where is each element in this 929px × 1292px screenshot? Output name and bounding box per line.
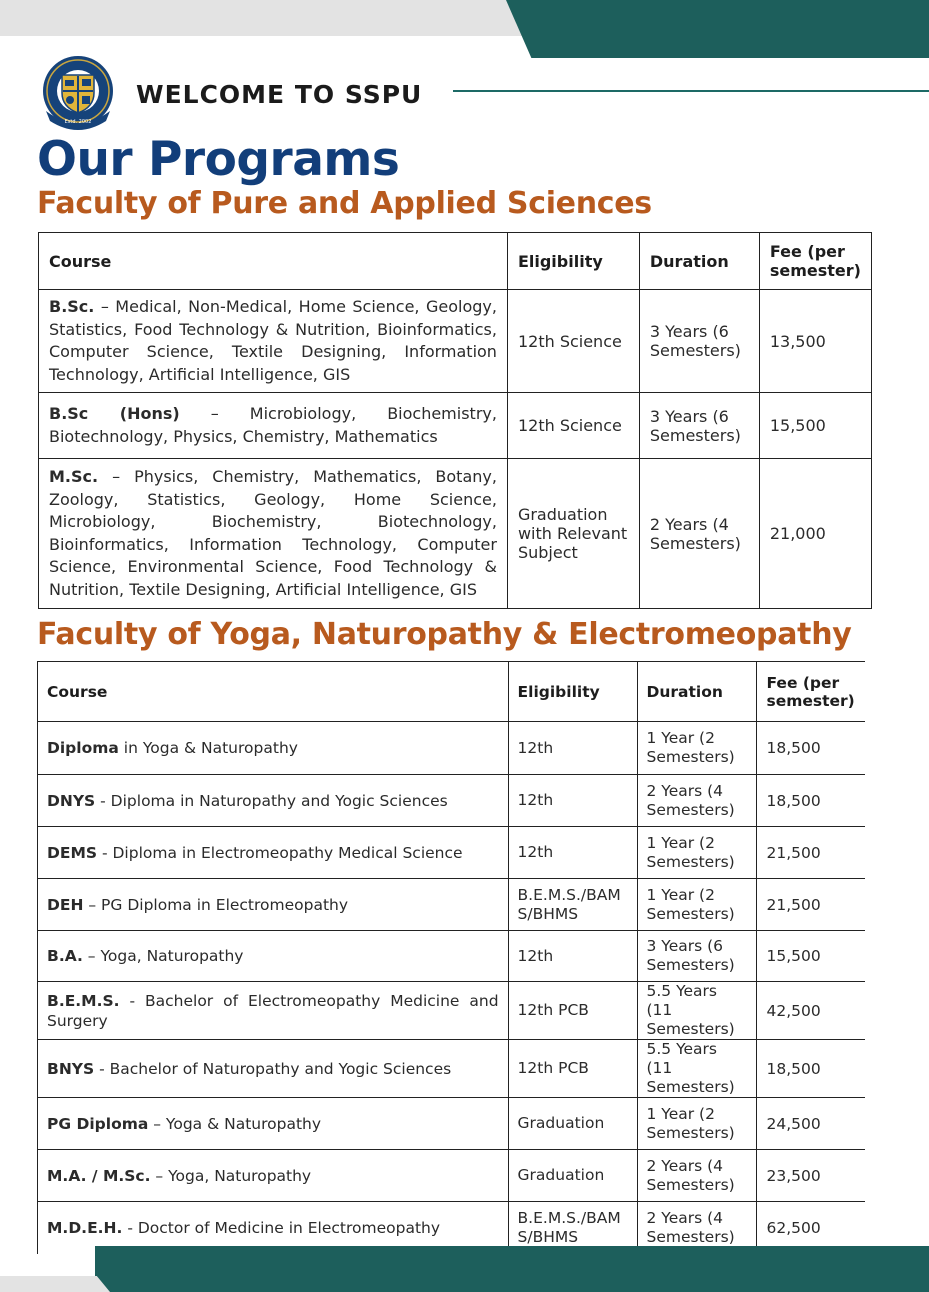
bottom-gray-band xyxy=(0,1276,110,1292)
table-row xyxy=(38,775,866,827)
eligibility-cell: B.E.M.S./BAMS/BHMS xyxy=(508,879,637,931)
sciences-programs-table xyxy=(38,232,872,609)
course-description: – Yoga, Naturopathy xyxy=(82,947,244,965)
course-description: – Yoga, Naturopathy xyxy=(150,1166,312,1185)
duration-cell: 5.5 Years (11 Semesters) xyxy=(637,1040,757,1098)
eligibility-cell: B.E.M.S./BAMS/BHMS xyxy=(508,1202,637,1254)
course-code: M.D.E.H. xyxy=(47,1218,123,1237)
course-code: BNYS xyxy=(47,1059,95,1078)
column-header-duration: Duration xyxy=(637,662,757,722)
duration-cell: 3 Years (6 Semesters) xyxy=(637,931,757,982)
fee-cell: 18,500 xyxy=(757,1040,865,1098)
duration-cell: 2 Years (4 Semesters) xyxy=(639,459,759,609)
eligibility-cell: Graduation xyxy=(508,1098,637,1150)
course-cell xyxy=(38,1098,509,1150)
course-cell xyxy=(39,393,508,459)
course-cell xyxy=(38,722,509,775)
course-description: – Yoga & Naturopathy xyxy=(148,1114,322,1133)
fee-cell: 21,500 xyxy=(757,827,865,879)
table-row xyxy=(38,982,866,1040)
course-cell xyxy=(38,827,509,879)
course-description: in Yoga & Naturopathy xyxy=(118,739,298,757)
course-cell xyxy=(38,775,509,827)
column-header-eligibility: Eligibility xyxy=(508,662,637,722)
page-title: Our Programs xyxy=(37,132,400,187)
eligibility-cell: 12th xyxy=(508,931,637,982)
table-row xyxy=(39,290,872,393)
column-header-duration: Duration xyxy=(639,233,759,290)
fee-cell: 21,500 xyxy=(757,879,865,931)
course-description: - Bachelor of Electromeopathy Medicine and Surgery xyxy=(47,991,499,1030)
fee-cell: 23,500 xyxy=(757,1150,865,1202)
eligibility-cell: 12th Science xyxy=(507,290,639,393)
duration-cell: 5.5 Years (11 Semesters) xyxy=(637,982,757,1040)
duration-cell: 1 Year (2 Semesters) xyxy=(637,722,757,775)
eligibility-cell: 12th xyxy=(508,827,637,879)
yoga-programs-table xyxy=(37,661,865,1254)
fee-cell: 21,000 xyxy=(759,459,871,609)
eligibility-cell: Graduation with Relevant Subject xyxy=(507,459,639,609)
header-divider-line xyxy=(453,90,929,92)
course-cell xyxy=(38,982,509,1040)
eligibility-cell: 12th PCB xyxy=(508,1040,637,1098)
table-row xyxy=(38,722,866,775)
duration-cell: 3 Years (6 Semesters) xyxy=(639,393,759,459)
fee-cell: 18,500 xyxy=(757,775,865,827)
eligibility-cell: 12th Science xyxy=(507,393,639,459)
course-subjects: – Physics, Chemistry, Mathematics, Botany, Zoology, Statistics, Geology, Home Science, Microbiology, Biochemistry, Biotechnology, Bioinformatics, Information Technology, Computer Science, Environmental Science, Food Technology & Nutrition, Textile Designing, Artificial Intelligence, GIS xyxy=(49,467,497,599)
eligibility-cell: 12th xyxy=(508,775,637,827)
course-subjects: – Microbiology, Biochemistry, Biotechnology, Physics, Chemistry, Mathematics xyxy=(49,404,497,446)
course-cell xyxy=(38,1150,509,1202)
course-cell xyxy=(39,459,508,609)
faculty-heading-yoga: Faculty of Yoga, Naturopathy & Electromeopathy xyxy=(37,617,852,652)
duration-cell: 1 Year (2 Semesters) xyxy=(637,827,757,879)
course-code: Diploma xyxy=(47,739,119,757)
course-description: - Doctor of Medicine in Electromeopathy xyxy=(122,1218,441,1237)
course-cell xyxy=(38,1040,509,1098)
course-code: M.Sc. xyxy=(49,467,99,486)
duration-cell: 3 Years (6 Semesters) xyxy=(639,290,759,393)
eligibility-cell: 12th PCB xyxy=(508,982,637,1040)
column-header-eligibility: Eligibility xyxy=(507,233,639,290)
course-subjects: – Medical, Non-Medical, Home Science, Geology, Statistics, Food Technology & Nutrition, Bioinformatics, Computer Science, Textile Designing, Information Technology, Artificial Intelligence, GIS xyxy=(49,297,497,384)
column-header-course: Course xyxy=(38,662,509,722)
welcome-heading: WELCOME TO SSPU xyxy=(136,80,423,109)
eligibility-cell: Graduation xyxy=(508,1150,637,1202)
course-cell xyxy=(38,879,509,931)
course-code: B.Sc. xyxy=(49,297,95,316)
table-row xyxy=(38,1098,866,1150)
fee-cell: 24,500 xyxy=(757,1098,865,1150)
course-code: DEMS xyxy=(47,843,98,862)
course-cell xyxy=(38,931,509,982)
table-row xyxy=(38,1040,866,1098)
top-teal-band xyxy=(506,0,929,58)
course-description: – PG Diploma in Electromeopathy xyxy=(83,895,349,914)
column-header-course: Course xyxy=(39,233,508,290)
duration-cell: 2 Years (4 Semesters) xyxy=(637,775,757,827)
table-row xyxy=(39,393,872,459)
university-logo xyxy=(36,53,120,131)
column-header-fee: Fee (per semester) xyxy=(757,662,865,722)
table-row xyxy=(38,827,866,879)
course-description: - Diploma in Naturopathy and Yogic Sciences xyxy=(95,791,448,810)
table-row xyxy=(39,459,872,609)
course-code: PG Diploma xyxy=(47,1114,149,1133)
bottom-teal-band xyxy=(95,1246,929,1292)
course-code: DNYS xyxy=(47,791,96,810)
fee-cell: 18,500 xyxy=(757,722,865,775)
course-code: M.A. / M.Sc. xyxy=(47,1166,151,1185)
table-row xyxy=(38,879,866,931)
table-header-row xyxy=(38,662,866,722)
course-code: B.E.M.S. xyxy=(47,991,120,1010)
course-code: B.A. xyxy=(47,947,83,965)
table-row xyxy=(38,1150,866,1202)
fee-cell: 13,500 xyxy=(759,290,871,393)
svg-text:Estd. 2002: Estd. 2002 xyxy=(64,119,92,125)
faculty-heading-sciences: Faculty of Pure and Applied Sciences xyxy=(37,186,652,221)
fee-cell: 15,500 xyxy=(757,931,865,982)
course-code: B.Sc (Hons) xyxy=(49,404,180,423)
course-description: - Diploma in Electromeopathy Medical Science xyxy=(97,843,463,862)
eligibility-cell: 12th xyxy=(508,722,637,775)
duration-cell: 2 Years (4 Semesters) xyxy=(637,1202,757,1254)
duration-cell: 1 Year (2 Semesters) xyxy=(637,879,757,931)
table-header-row xyxy=(39,233,872,290)
table-row xyxy=(38,931,866,982)
fee-cell: 62,500 xyxy=(757,1202,865,1254)
course-code: DEH xyxy=(47,895,84,914)
duration-cell: 2 Years (4 Semesters) xyxy=(637,1150,757,1202)
fee-cell: 42,500 xyxy=(757,982,865,1040)
course-cell xyxy=(39,290,508,393)
duration-cell: 1 Year (2 Semesters) xyxy=(637,1098,757,1150)
fee-cell: 15,500 xyxy=(759,393,871,459)
course-description: - Bachelor of Naturopathy and Yogic Sciences xyxy=(94,1059,452,1078)
column-header-fee: Fee (per semester) xyxy=(759,233,871,290)
